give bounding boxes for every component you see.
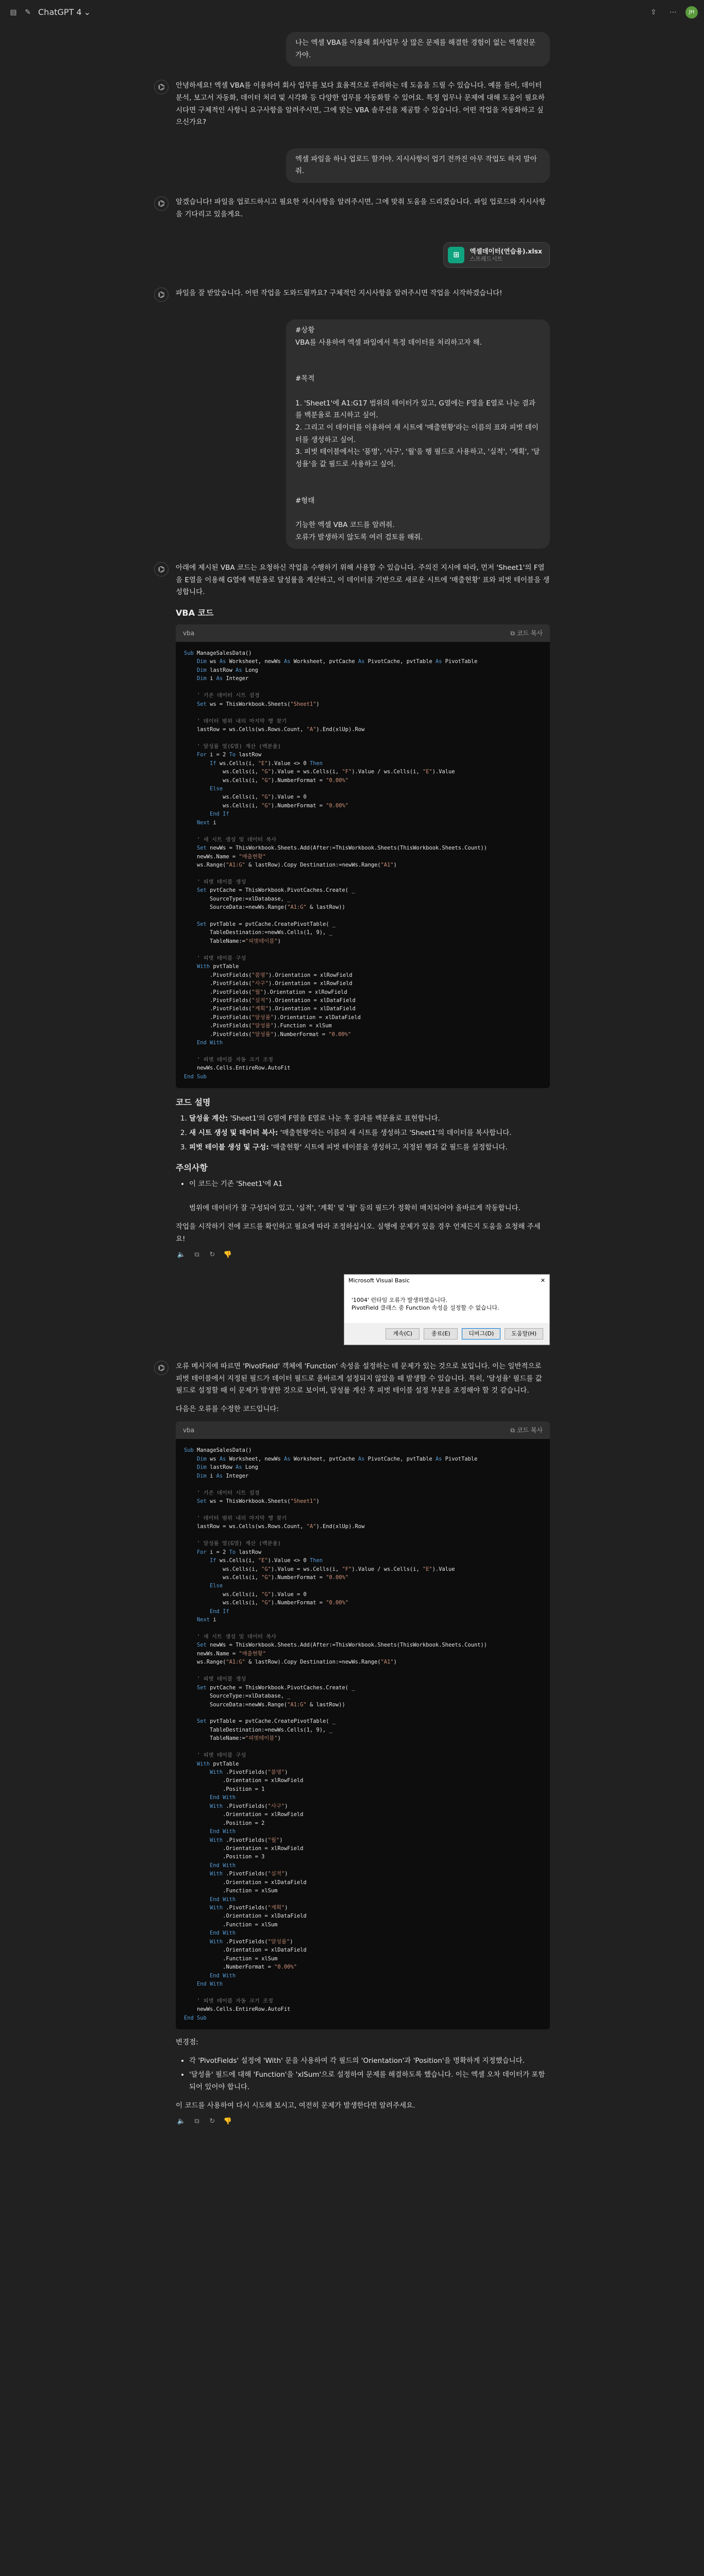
explanation-list [176, 1113, 550, 1154]
more-icon[interactable]: ⋯ [669, 8, 677, 16]
model-name: ChatGPT 4 [38, 7, 82, 17]
assistant-text: 다음은 오류를 수정한 코드입니다: [176, 1404, 279, 1413]
continue-button: 계속(C) [385, 1328, 420, 1339]
dialog-title: Microsoft Visual Basic [348, 1277, 410, 1284]
list-item: • '달성율' 필드에 대해 'Function'을 'xlSum'으로 설정하여 문제를 해결하도록 했습니다. 이는 엑셀 오차 데이터가 포함되어 있어야 합니다. [189, 2069, 550, 2093]
spreadsheet-icon: ⊞ [448, 247, 464, 263]
code-content: Sub ManageSalesData() Dim ws As Worksheet, newWs As Worksheet, pvtCache As PivotCache, pvtTable As PivotTable Dim lastRow As Long Dim i As Integer ' 기존 데이터 시트 설정 Set ws = ThisWorkbook.Sheets("Sheet1") ' 데이터 범위 내의 마지막 행 찾기 lastRow = ws.Cells(ws.Rows.Count, "A").End(xlUp).Row ' 달성률 열(G열) 계산 (백분율) For i = 2 To lastRow If ws.Cells(i, "E").Value <> 0 Then ws.Cells(i, "G").Value = ws.Cells(i, "F").Value / ws.Cells(i, "E").Value ws.Cells(i, "G").NumberFormat = "0.00%" Else ws.Cells(i, "G").Value = 0 ws.Cells(i, "G").NumberFormat = "0.00%" End If Next i ' 새 시트 생성 및 데이터 복사 Set newWs = ThisWorkbook.Sheets.Add(After:=ThisWorkbook.Sheets(ThisWorkbook.Sheets.Count)) newWs.Name = "매출현황" ws.Range("A1:G" & lastRow).Copy Destination:=newWs.Range("A1") ' 피벗 테이블 생성 Set pvtCache = ThisWorkbook.PivotCaches.Create( _ SourceType:=xlDatabase, _ SourceData:=newWs.Range("A1:G" & lastRow)) Set pvtTable = pvtCache.CreatePivotTable( _ TableDestination:=newWs.Cells(1, 9), _ TableName:="피벗테이블") ' 피벗 테이블 구성 With pvtTable .PivotFields("품명").Orientation = xlRowField .PivotFields("사구").Orientation = xlRowField .PivotFields("월").Orientation = xlRowField .PivotFields("실적").Orientation = xlDataField .PivotFields("계획").Orientation = xlDataField .PivotFields("달성률").Orientation = xlDataField .PivotFields("달성률").Function = xlSum .PivotFields("달성률").NumberFormat = "0.00%" End With ' 피벗 테이블 자동 크기 조정 newWs.Cells.EntireRow.AutoFit End Sub [184, 650, 488, 1080]
file-type: 스프레드시트 [470, 256, 503, 263]
help-button: 도움말(H) [505, 1328, 543, 1339]
chatgpt-logo-icon: ⌬ [154, 287, 169, 302]
message-actions [176, 2116, 550, 2127]
user-message: 엑셀 파일을 하나 업로드 할거야. 지시사항이 업기 전까진 아무 작업도 하지 말아줘. [286, 148, 550, 183]
copy-icon: ⧉ [510, 629, 517, 637]
chatgpt-logo-icon: ⌬ [154, 562, 169, 577]
assistant-text: 변경점: [176, 2038, 198, 2047]
changes-list [176, 2055, 550, 2094]
assistant-text: 파일을 잘 받았습니다. 어떤 작업을 도와드릴까요? 구체적인 지시사항을 알려주시면 작업을 시작하겠습니다! [176, 289, 502, 298]
copy-icon[interactable]: ⧉ [194, 1250, 199, 1259]
assistant-text: 오류 메시지에 따르면 'PivotField' 객체에 'Function' 속성을 설정하는 데 문제가 있는 것으로 보입니다. 이는 일반적으로 피벗 테이블에서 지정된 필드가 데이터 필드로 올바르게 설정되지 않았을 때 발생할 수 있습니다. 특히, '달성율' 필드를 값 필드로 설정할 때 이 문제가 발생한 것으로 보이며, 달성률 계산 후 피벗 테이블 설정 부분을 조정해야 할 것 같습니다. [176, 1362, 542, 1395]
assistant-text: 작업을 시작하기 전에 코드를 확인하고 필요에 따라 조정하십시오. 실행에 문제가 있을 경우 언제든지 도움을 요청해 주세요! [176, 1223, 541, 1243]
model-selector[interactable] [38, 5, 91, 20]
assistant-text: 안녕하세요! 엑셀 VBA를 이용하여 회사 업무를 보다 효율적으로 관리하는 데 도움을 드릴 수 있습니다. 예를 들어, 데이터 분석, 보고서 자동화, 데이터 처리 및 시각화 등 다양한 업무를 자동화할 수 있어요. 특정 업무나 문제에 대해 도움이 필요하시다면 구체적인 사항니 요구사항을 알려주시면, 그에 맞는 VBA 솔루션을 제공할 수 있습니다. 어떤 작업을 자동화하고 싶으신가요? [176, 81, 545, 127]
regenerate-icon[interactable]: ↻ [209, 2117, 215, 2125]
file-attachment[interactable] [443, 242, 550, 268]
assistant-message [154, 562, 550, 1261]
assistant-message [154, 80, 550, 135]
thumbs-down-icon[interactable]: 👎 [223, 2117, 232, 2125]
assistant-text: 이 코드를 사용하여 다시 시도해 보시고, 여전히 문제가 발생한다면 알려주세요. [176, 2101, 415, 2110]
list-item: • 각 'PivotFields' 설정에 'With' 문을 사용하여 각 필드의 'Orientation'과 'Position'을 명확하게 지정했습니다. [189, 2055, 550, 2067]
code-language: vba [183, 1426, 195, 1434]
assistant-message [154, 196, 550, 227]
dialog-message: '1004' 런타임 오류가 발생하였습니다. PivotField 클래스 중 Function 속성을 설정할 수 없습니다. [344, 1287, 549, 1324]
section-heading: 코드 설명 [176, 1097, 211, 1108]
regenerate-icon[interactable]: ↻ [209, 1250, 215, 1259]
chevron-down-icon: ⌄ [83, 7, 91, 17]
code-language: vba [183, 629, 195, 637]
list-item: 2. 새 시트 생성 및 데이터 복사: '매출현황'라는 이름의 새 시트를 생성하고 'Sheet1'의 데이터를 복사합니다. [189, 1127, 550, 1140]
assistant-text: 아래에 제시된 VBA 코드는 요청하신 작업을 수행하기 위해 사용할 수 있습니다. 주의진 지시에 따라, 먼저 'Sheet1'의 F열을 E열을 이용해 G열에 백분율로 달성률을 계산하고, 이 데이터를 기반으로 새로운 시트에 '매출현황' 표와 피벗 테이블을 생성합니다. [176, 564, 550, 597]
end-button: 종료(E) [424, 1328, 458, 1339]
code-content: Sub ManageSalesData() Dim ws As Worksheet, newWs As Worksheet, pvtCache As PivotCache, pvtTable As PivotTable Dim lastRow As Long Dim i As Integer ' 기존 데이터 시트 설정 Set ws = ThisWorkbook.Sheets("Sheet1") ' 데이터 범위 내의 마지막 행 찾기 lastRow = ws.Cells(ws.Rows.Count, "A").End(xlUp).Row ' 달성률 열(G열) 계산 (백분율) For i = 2 To lastRow If ws.Cells(i, "E").Value <> 0 Then ws.Cells(i, "G").Value = ws.Cells(i, "F").Value / ws.Cells(i, "E").Value ws.Cells(i, "G").NumberFormat = "0.00%" Else ws.Cells(i, "G").Value = 0 ws.Cells(i, "G").NumberFormat = "0.00%" End If Next i ' 새 시트 생성 및 데이터 복사 Set newWs = ThisWorkbook.Sheets.Add(After:=ThisWorkbook.Sheets(ThisWorkbook.Sheets.Count)) newWs.Name = "매출현황" ws.Range("A1:G" & lastRow).Copy Destination:=newWs.Range("A1") ' 피벗 테이블 생성 Set pvtCache = ThisWorkbook.PivotCaches.Create( _ SourceType:=xlDatabase, _ SourceData:=newWs.Range("A1:G" & lastRow)) Set pvtTable = pvtCache.CreatePivotTable( _ TableDestination:=newWs.Cells(1, 9), _ TableName:="피벗테이블") ' 피벗 테이블 구성 With pvtTable With .PivotFields("품명") .Orientation = xlRowField .Position = 1 End With With .PivotFields("사구") .Orientation = xlRowField .Position = 2 End With With .PivotFields("월") .Orientation = xlRowField .Position = 3 End With With .PivotFields("실적") .Orientation = xlDataField .Function = xlSum End With With .PivotFields("계획") .Orientation = xlDataField .Function = xlSum End With With .PivotFields("달성률") .Orientation = xlDataField .Function = xlSum .NumberFormat = "0.00%" End With End With ' 피벗 테이블 자동 크기 조정 newWs.Cells.EntireRow.AutoFit End Sub [184, 1447, 488, 2021]
share-icon[interactable]: ⇪ [650, 8, 657, 16]
copy-code-button[interactable]: ⧉ 코드 복사 [510, 629, 543, 637]
copy-code-button[interactable]: ⧉ 코드 복사 [510, 1426, 543, 1434]
code-block [176, 1421, 550, 2029]
thumbs-down-icon[interactable]: 👎 [223, 1250, 232, 1259]
list-item: • 이 코드는 기존 'Sheet1'에 A1 범위에 데이터가 잘 구성되어 있고, '실적', '계획' 및 '월' 등의 필드가 정확히 매치되어야 올바르게 작동합니다. [189, 1178, 550, 1215]
conversation [154, 32, 550, 2156]
message-actions [176, 1249, 550, 1261]
copy-icon: ⧉ [510, 1426, 517, 1434]
section-heading: VBA 코드 [176, 608, 214, 618]
avatar[interactable]: JH [685, 6, 698, 19]
copy-icon[interactable]: ⧉ [194, 2117, 199, 2125]
user-message: #상황 VBA를 사용하여 엑셀 파일에서 특정 데이터를 처리하고자 해. #목적 1. 'Sheet1'에 A1:G17 범위의 데이터가 있고, G열에는 F열을 E열로 나눈 결과를 백분율로 표시하고 싶어. 2. 그리고 이 데이터를 이용하여 새 시트에 '매출현황'라는 이름의 표와 피벗 데이터를 생성하고 싶어. 3. 피벗 테이블에서는 '품명', '사구', '월'을 행 필드로 사용하고, '실적', '계획', '달성율'을 값 필드로 사용하고 싶어. #형태 기능한 엑셀 VBA 코드를 알려줘. 오류가 발생하지 않도록 여러 검토를 해줘. [286, 319, 550, 549]
speaker-icon[interactable]: 🔈 [177, 1250, 186, 1259]
error-dialog-screenshot [344, 1274, 550, 1345]
chatgpt-logo-icon: ⌬ [154, 1361, 169, 1375]
list-item: 3. 피벗 테이블 생성 및 구성: '매출현황' 시트에 피벗 테이블을 생성하고, 지정된 행과 값 필드를 설정합니다. [189, 1142, 550, 1154]
close-icon: ✕ [540, 1277, 545, 1284]
list-item: 1. 달성율 계산: 'Sheet1'의 G열에 F열을 E열로 나눈 후 결과를 백분율로 표현합니다. [189, 1113, 550, 1125]
speaker-icon[interactable]: 🔈 [177, 2117, 186, 2125]
top-bar [0, 0, 704, 25]
chatgpt-logo-icon: ⌬ [154, 80, 169, 94]
code-block [176, 624, 550, 1088]
sidebar-icon[interactable]: ▤ [10, 8, 17, 16]
assistant-message [154, 1361, 550, 2127]
chatgpt-logo-icon: ⌬ [154, 196, 169, 211]
new-chat-icon[interactable]: ✎ [25, 8, 31, 16]
assistant-message [154, 287, 550, 306]
file-name: 엑셀데이터(연습용).xlsx [470, 247, 542, 255]
section-heading: 주의사항 [176, 1163, 208, 1173]
debug-button: 디버그(D) [462, 1328, 500, 1339]
assistant-text: 알겠습니다! 파일을 업로드하시고 필요한 지시사항을 알려주시면, 그에 맞춰 도움을 드리겠습니다. 파일 업로드와 지시사항을 기다리고 있을게요. [176, 198, 546, 218]
notes-list [176, 1178, 550, 1215]
user-message: 나는 엑셀 VBA를 이용해 회사업무 상 많은 문제를 해결한 경험이 없는 엑셀전문가야. [286, 32, 550, 66]
